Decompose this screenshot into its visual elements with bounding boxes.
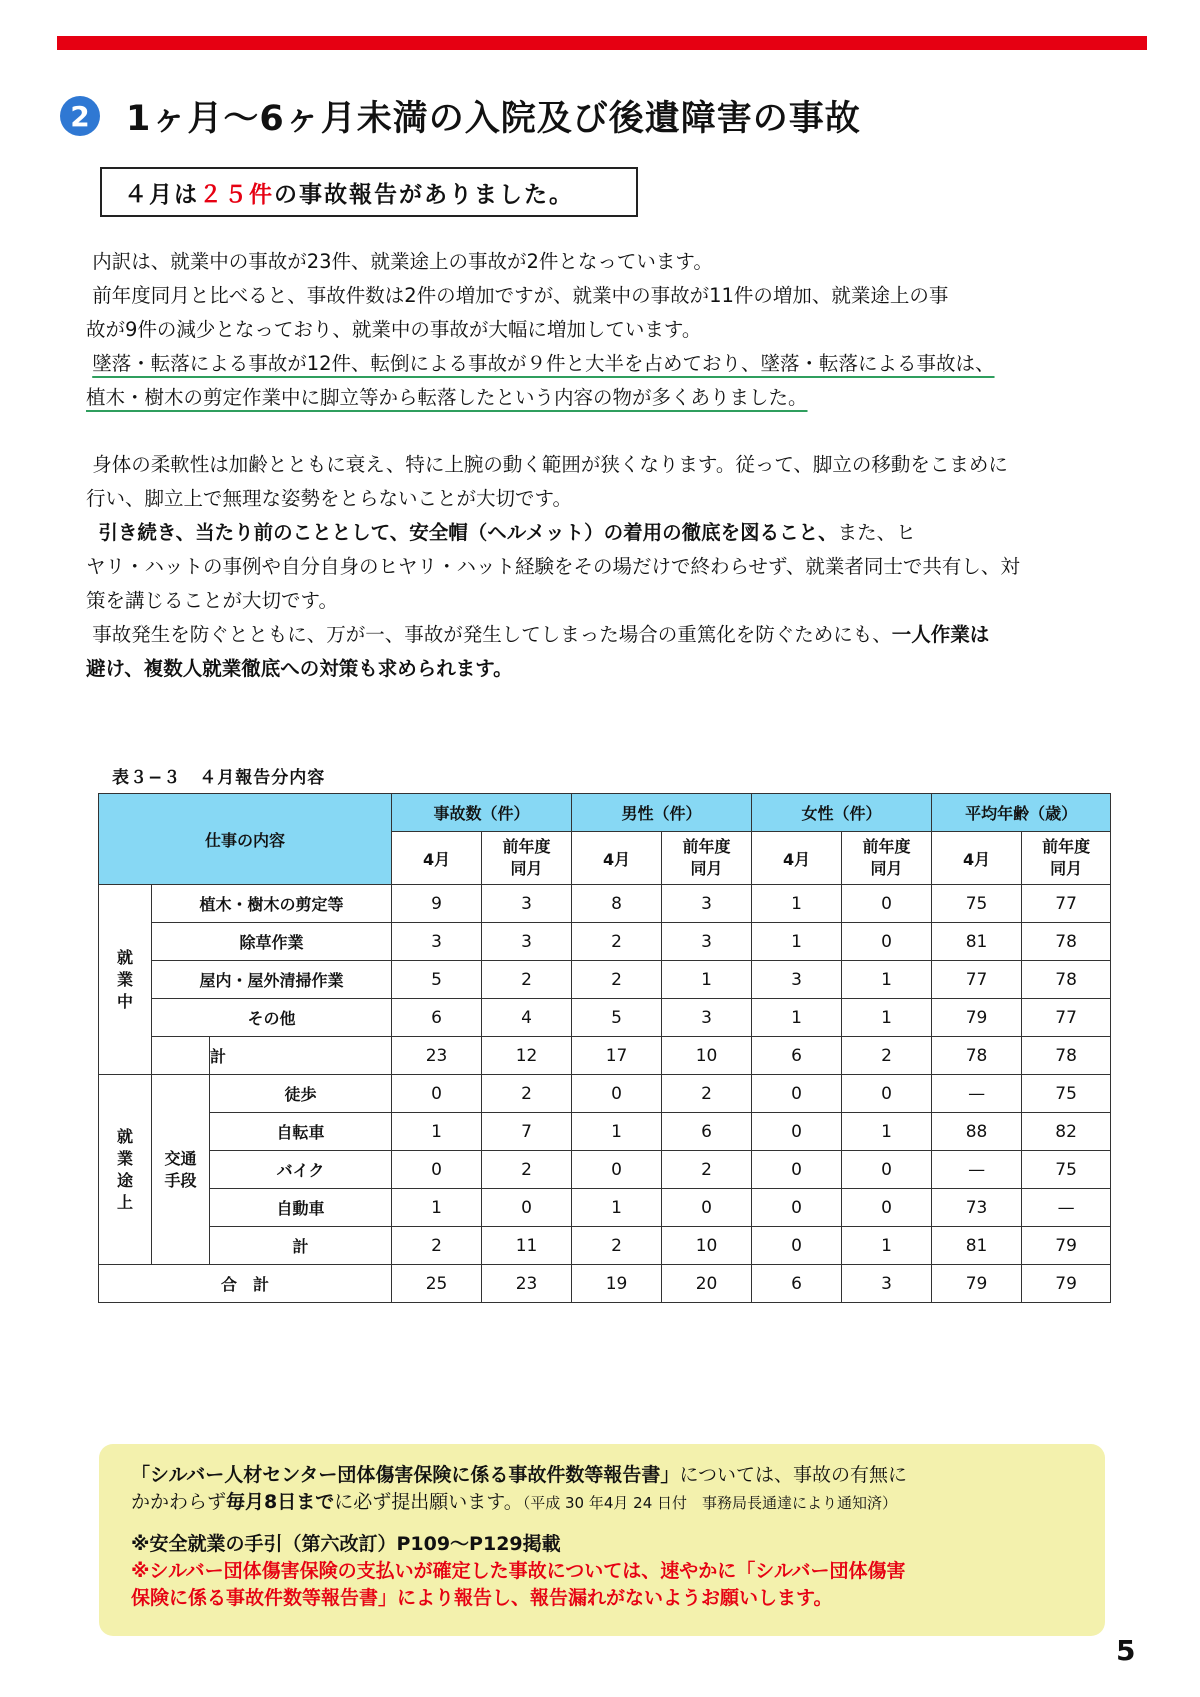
table-cell: 0 xyxy=(572,1075,662,1113)
notice-text: に必ず提出願います。 xyxy=(334,1491,523,1513)
table-row xyxy=(99,999,1111,1037)
table-cell: 1 xyxy=(752,999,842,1037)
table-row-total xyxy=(99,1265,1111,1303)
header-group: 平均年齢（歳） xyxy=(932,794,1111,832)
section-heading xyxy=(60,86,861,146)
table-cell: 75 xyxy=(1022,1075,1111,1113)
table-cell: 3 xyxy=(752,961,842,999)
table-row xyxy=(99,1227,1111,1265)
body-line-bold: 避け、複数人就業徹底への対策も求められます。 xyxy=(86,657,513,680)
notice-warning: ※シルバー団体傷害保険の支払いが確定した事故については、速やかに「シルバー団体傷害 xyxy=(131,1560,906,1582)
table-cell: 1 xyxy=(752,923,842,961)
table-cell: 2 xyxy=(572,961,662,999)
table-cell: 77 xyxy=(1022,885,1111,923)
table-cell: 1 xyxy=(842,1227,932,1265)
table-cell: 3 xyxy=(842,1265,932,1303)
table-cell: 78 xyxy=(1022,923,1111,961)
table-cell: — xyxy=(932,1151,1022,1189)
table-cell: 0 xyxy=(842,1189,932,1227)
table-cell: 10 xyxy=(662,1227,752,1265)
table-row xyxy=(99,1151,1111,1189)
table-cell: 78 xyxy=(1022,961,1111,999)
table-row xyxy=(99,961,1111,999)
table-cell: 2 xyxy=(482,1151,572,1189)
table-cell: 0 xyxy=(392,1151,482,1189)
table-cell: 2 xyxy=(842,1037,932,1075)
row-label: 徒歩 xyxy=(210,1075,392,1113)
notice-text: かかわらず xyxy=(131,1491,227,1513)
table-cell: 3 xyxy=(392,923,482,961)
table-cell: 0 xyxy=(842,923,932,961)
table-cell: 2 xyxy=(392,1227,482,1265)
blank-cell xyxy=(152,1037,210,1075)
table-cell: 2 xyxy=(482,1075,572,1113)
table-cell: 73 xyxy=(932,1189,1022,1227)
accident-table xyxy=(98,793,1111,1303)
body-line: また、ヒ xyxy=(837,521,916,544)
notice-reference: ※安全就業の手引（第六改訂）P109～P129掲載 xyxy=(131,1533,561,1555)
body-line-bold: 一人作業は xyxy=(891,623,990,646)
header-prev-line: 同月 xyxy=(690,859,723,878)
header-prev-line: 前年度 xyxy=(862,837,911,856)
table-cell: 3 xyxy=(662,999,752,1037)
notice-text-bold: 「シルバー人材センター団体傷害保険に係る事故件数等報告書」 xyxy=(131,1464,680,1486)
header-prev-line: 同月 xyxy=(1050,859,1083,878)
table-cell: 6 xyxy=(392,999,482,1037)
section-title: 1ヶ月～6ヶ月未満の入院及び後遺障害の事故 xyxy=(126,99,861,139)
header-prev-year-month xyxy=(482,832,572,885)
table-cell: 0 xyxy=(842,1075,932,1113)
notice-box xyxy=(99,1444,1105,1636)
header-current-month: 4月 xyxy=(572,832,662,885)
lead-suffix: の事故報告がありました。 xyxy=(274,181,574,208)
table-row xyxy=(99,885,1111,923)
table-cell: 2 xyxy=(482,961,572,999)
notice-warning: 保険に係る事故件数等報告書」により報告し、報告漏れがないようお願いします。 xyxy=(131,1587,833,1609)
table-caption: 表３−３ ４月報告分内容 xyxy=(112,768,326,788)
table-cell: 4 xyxy=(482,999,572,1037)
row-label: 屋内・屋外清掃作業 xyxy=(152,961,392,999)
header-current-month: 4月 xyxy=(932,832,1022,885)
notice-text: については、事故の有無に xyxy=(679,1464,908,1486)
table-cell: 82 xyxy=(1022,1113,1111,1151)
table-cell: 2 xyxy=(662,1151,752,1189)
table-cell: 1 xyxy=(842,999,932,1037)
table-cell: 77 xyxy=(1022,999,1111,1037)
table-cell: 0 xyxy=(842,885,932,923)
section-number-badge: 2 xyxy=(60,96,100,136)
table-cell: — xyxy=(1022,1189,1111,1227)
table-cell: 8 xyxy=(572,885,662,923)
table-cell: 77 xyxy=(932,961,1022,999)
table-cell: 3 xyxy=(662,923,752,961)
row-label: その他 xyxy=(152,999,392,1037)
body-line: 内訳は、就業中の事故が23件、就業途上の事故が2件となっています。 xyxy=(92,250,713,273)
table-cell: 0 xyxy=(392,1075,482,1113)
lead-prefix: ４月は xyxy=(124,181,199,208)
header-group: 女性（件） xyxy=(752,794,932,832)
table-cell: 1 xyxy=(752,885,842,923)
table-cell: 0 xyxy=(662,1189,752,1227)
notice-text-small: （平成 30 年4月 24 日付 事務局長通達により通知済） xyxy=(522,1494,898,1512)
table-cell: 1 xyxy=(572,1113,662,1151)
header-prev-line: 前年度 xyxy=(682,837,731,856)
table-cell: 5 xyxy=(392,961,482,999)
page-number: 5 xyxy=(1116,1634,1136,1667)
header-group: 事故数（件） xyxy=(392,794,572,832)
table-cell: 6 xyxy=(662,1113,752,1151)
table-cell: 1 xyxy=(842,1113,932,1151)
table-cell: 7 xyxy=(482,1113,572,1151)
table-cell: 79 xyxy=(1022,1227,1111,1265)
top-red-bar xyxy=(57,36,1147,50)
header-job-content: 仕事の内容 xyxy=(99,794,392,885)
table-row xyxy=(99,1113,1111,1151)
row-label: 除草作業 xyxy=(152,923,392,961)
body-line: 事故発生を防ぐとともに、万が一、事故が発生してしまった場合の重篤化を防ぐためにも、 xyxy=(92,623,892,646)
table-row xyxy=(99,1075,1111,1113)
table-row xyxy=(99,923,1111,961)
table-cell: 79 xyxy=(932,999,1022,1037)
notice-text-bold: 毎月8日まで xyxy=(226,1491,335,1513)
table-cell: 9 xyxy=(392,885,482,923)
highlight-line: 植木・樹木の剪定作業中に脚立等から転落したという内容の物が多くありました。 xyxy=(86,386,808,409)
lead-count: ２５件 xyxy=(199,181,274,208)
header-prev-line: 前年度 xyxy=(502,837,551,856)
table-cell: 0 xyxy=(752,1113,842,1151)
table-cell: — xyxy=(932,1075,1022,1113)
table-cell: 11 xyxy=(482,1227,572,1265)
body-line: 前年度同月と比べると、事故件数は2件の増加ですが、就業中の事故が11件の増加、就業途上の事 xyxy=(92,284,949,307)
table-cell: 10 xyxy=(662,1037,752,1075)
table-cell: 1 xyxy=(842,961,932,999)
table-cell: 3 xyxy=(482,923,572,961)
body-line: 身体の柔軟性は加齢とともに衰え、特に上腕の動く範囲が狭くなります。従って、脚立の移動をこまめに xyxy=(92,453,1008,476)
table-cell: 0 xyxy=(482,1189,572,1227)
table-cell: 23 xyxy=(482,1265,572,1303)
table-cell: 19 xyxy=(572,1265,662,1303)
header-prev-year-month xyxy=(842,832,932,885)
advice-paragraph xyxy=(86,448,1136,686)
table-row xyxy=(99,1037,1111,1075)
table-cell: 0 xyxy=(752,1075,842,1113)
table-cell: 79 xyxy=(1022,1265,1111,1303)
table-cell: 1 xyxy=(392,1189,482,1227)
table-cell: 75 xyxy=(1022,1151,1111,1189)
group-label-working: 就 業 中 xyxy=(99,885,152,1075)
table-cell: 78 xyxy=(1022,1037,1111,1075)
row-label: 自転車 xyxy=(210,1113,392,1151)
summary-paragraph xyxy=(86,245,1136,415)
body-line-bold: 引き続き、当たり前のこととして、安全帽（ヘルメット）の着用の徹底を図ること、 xyxy=(98,521,838,544)
table-cell: 17 xyxy=(572,1037,662,1075)
row-label: 植木・樹木の剪定等 xyxy=(152,885,392,923)
body-line: ヤリ・ハットの事例や自分自身のヒヤリ・ハット経験をその場だけで終わらせず、就業者同士で共有し、対 xyxy=(86,555,1020,578)
row-label: バイク xyxy=(210,1151,392,1189)
header-prev-line: 同月 xyxy=(870,859,903,878)
table-row xyxy=(99,1189,1111,1227)
table-cell: 0 xyxy=(842,1151,932,1189)
header-prev-line: 前年度 xyxy=(1042,837,1091,856)
highlight-line: 墜落・転落による事故が12件、転倒による事故が９件と大半を占めており、墜落・転落による事故は、 xyxy=(92,352,995,375)
group-label-transport: 交通 手段 xyxy=(152,1075,210,1265)
table-cell: 12 xyxy=(482,1037,572,1075)
table-cell: 20 xyxy=(662,1265,752,1303)
table-cell: 78 xyxy=(932,1037,1022,1075)
header-current-month: 4月 xyxy=(392,832,482,885)
row-label: 計 xyxy=(210,1037,392,1075)
table-cell: 0 xyxy=(752,1227,842,1265)
table-cell: 2 xyxy=(572,1227,662,1265)
table-cell: 88 xyxy=(932,1113,1022,1151)
table-cell: 75 xyxy=(932,885,1022,923)
body-line: 策を講じることが大切です。 xyxy=(86,589,338,612)
header-group: 男性（件） xyxy=(572,794,752,832)
table-cell: 0 xyxy=(752,1151,842,1189)
table-cell: 81 xyxy=(932,1227,1022,1265)
table-cell: 3 xyxy=(482,885,572,923)
table-cell: 0 xyxy=(572,1151,662,1189)
row-label-total: 合 計 xyxy=(99,1265,392,1303)
table-cell: 6 xyxy=(752,1037,842,1075)
body-line: 故が9件の減少となっており、就業中の事故が大幅に増加しています。 xyxy=(86,318,702,341)
table-cell: 79 xyxy=(932,1265,1022,1303)
table-cell: 81 xyxy=(932,923,1022,961)
table-cell: 2 xyxy=(572,923,662,961)
table-cell: 2 xyxy=(662,1075,752,1113)
table-cell: 5 xyxy=(572,999,662,1037)
header-prev-year-month xyxy=(662,832,752,885)
table-cell: 1 xyxy=(392,1113,482,1151)
row-label: 自動車 xyxy=(210,1189,392,1227)
table-cell: 23 xyxy=(392,1037,482,1075)
table-cell: 1 xyxy=(572,1189,662,1227)
header-prev-line: 同月 xyxy=(510,859,543,878)
body-line: 行い、脚立上で無理な姿勢をとらないことが大切です。 xyxy=(86,487,572,510)
group-label-commuting: 就 業 途 上 xyxy=(99,1075,152,1265)
lead-summary-box xyxy=(100,167,638,217)
table-cell: 6 xyxy=(752,1265,842,1303)
header-prev-year-month xyxy=(1022,832,1111,885)
header-current-month: 4月 xyxy=(752,832,842,885)
row-label: 計 xyxy=(210,1227,392,1265)
table-cell: 25 xyxy=(392,1265,482,1303)
table-cell: 3 xyxy=(662,885,752,923)
table-cell: 0 xyxy=(752,1189,842,1227)
table-cell: 1 xyxy=(662,961,752,999)
